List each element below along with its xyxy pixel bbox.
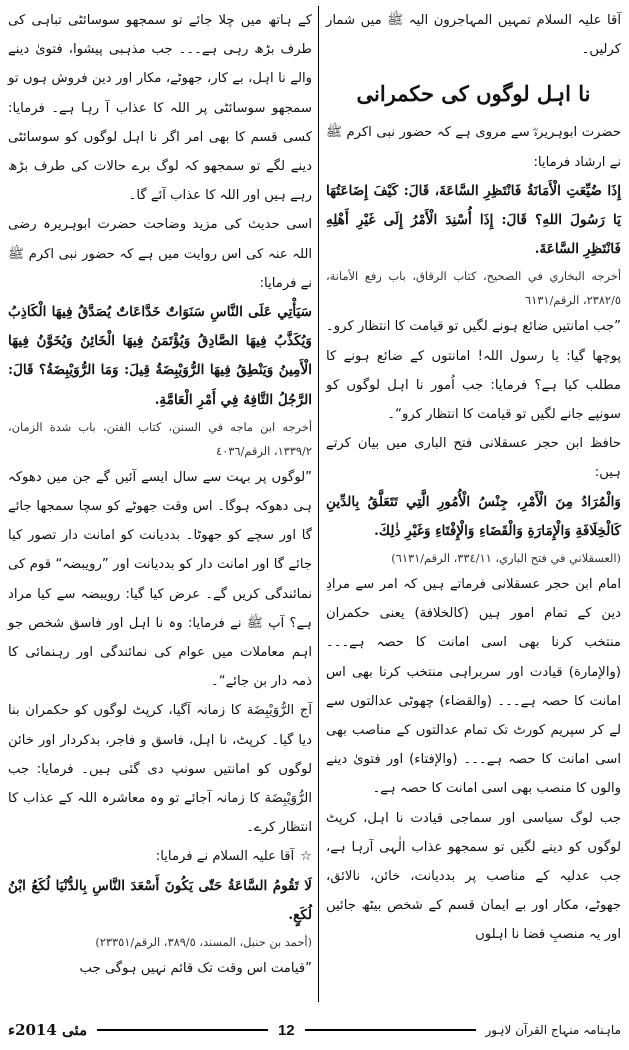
paragraph: کے ہاتھ میں چلا جائے تو سمجھو سوسائٹی تباہی کی طرف بڑھ رہی ہے۔۔۔ جب مذہبی پیشوا، فتویٰ دینے والے نا اہل، بے کار، جھوٹے، مکار اور دین فروش ہوں تو سمجھو سوسائٹی پر اللہ کا عذاب آ رہا ہے۔ فرمایا: کسی قسم کا بھی امر اگر نا اہل لوگوں کو سوسائٹی دینے لگے تو سمجھو کہ لوگ برے حالات کی طرف بڑھ رہے ہیں اور اللہ کا عذاب آئے گا۔ xyxy=(8,13,312,204)
paragraph: ”لوگوں پر بہت سے سال ایسے آئیں گے جن میں دھوکہ ہی دھوکہ ہوگا۔ اس وقت جھوٹے کو سچا سمجھا جائے گا اور سچے کو جھوٹا۔ بددیانت کو امانت دار تصور کیا جائے گا اور امانت دار کو بددیانت اور ”رویبضہ“ قوم کی نمائندگی کریں گے۔ عرض کیا گیا: رویبضہ سے کیا مراد ہے؟ آپ ﷺ نے فرمایا: وہ نا اہل اور فاسق شخص جو اہم معاملات میں عوام کی نمائندگی اور رہنمائی کا ذمہ دار بن جائے“۔ xyxy=(8,469,312,690)
paragraph: جب لوگ سیاسی اور سماجی قیادت نا اہل، کرپٹ لوگوں کو دینے لگیں تو سمجھو عذاب الٰہی آرہا ہے، جب عدلیہ کے مناصب پر بددیانت، خائن، نالائق، جھوٹے، مکار اور بے ایمان قسم کے شخص بیٹھ جائیں اور یہ منصبِ قضا نا اہلوں xyxy=(326,810,621,943)
reference: أخرجه البخاري في الصحيح، كتاب الرقاق، باب رفع الأمانة، ٢٣٨٢/٥، الرقم/٦١٣١ xyxy=(326,269,621,308)
paragraph: حضرت ابوہریرہؓ سے مروی ہے کہ حضور نبی اکرم ﷺ نے ارشاد فرمایا: xyxy=(326,125,621,170)
left-column xyxy=(8,6,312,1002)
issue-date: مئی 2014ء xyxy=(8,1021,88,1039)
right-column xyxy=(326,6,621,1002)
arabic-hadith: سَيَأْتِي عَلَى النَّاسِ سَنَوَاتٌ خَدَّاعَاتٌ يُصَدَّقُ فِيهَا الْكَاذِبُ وَيُكَذَّبُ فِيهَا الصَّادِقُ وَيُؤْتَمَنُ فِيهَا الْخَائِنُ وَيُخَوَّنُ فِيهَا الْأَمِينُ وَيَنْطِقُ فِيهَا الرُّوَيْبِضَةُ قِيلَ: وَمَا الرُّوَيْبِضَةُ؟ قَالَ: الرَّجُلُ التَّافِهُ فِي أَمْرِ الْعَامَّةِ. xyxy=(8,304,312,408)
paragraph: آج الرُّوَيْبِضَة کا زمانہ آگیا، کرپٹ لوگوں کو حکمران بنا دیا گیا۔ کرپٹ، نا اہل، فاسق و فاجر، بدکردار اور خائن لوگوں کو امانتیں سونپ دی گئی ہیں۔ فرمایا: جب الرُّوَيْبِضَة کا زمانہ آجائے تو وہ معاشرہ اللہ کے عذاب کا انتظار کرے۔ xyxy=(8,703,312,836)
footer-rule xyxy=(305,1029,476,1031)
reference: أخرجه ابن ماجه في السنن، كتاب الفتن، باب شدة الزمان، ١٣٣٩/٢، الرقم/٤٠٣٦ xyxy=(8,419,312,458)
column-divider xyxy=(318,6,319,1002)
section-heading: نا اہل لوگوں کی حکمرانی xyxy=(356,81,591,107)
footer-rule xyxy=(97,1029,268,1031)
paragraph: ”جب امانتیں ضائع ہونے لگیں تو قیامت کا انتظار کرو۔ پوچھا گیا: یا رسول اللہ! امانتوں کے ضائع ہونے کا مطلب کیا ہے؟ فرمایا: جب اُمور نا اہل لوگوں کو سونپے جانے لگیں تو قیامت کا انتظار کرو“۔ xyxy=(326,319,621,423)
intro-line: آقا علیہ السلام تمہیں المہاجرون الیہ ﷺ میں شمار کرلیں۔ xyxy=(326,13,621,58)
arabic-hadith: لَا تَقُومُ السَّاعَةُ حَتّٰى يَكُونَ أَسْعَدَ النَّاسِ بِالدُّنْيَا لُكَعُ ابْنُ لُكَعٍ. xyxy=(8,877,312,923)
arabic-hadith: إِذَا ضُيِّعَتِ الْأَمَانَةُ فَانْتَظِرِ السَّاعَةَ، قَالَ: كَيْفَ إِضَاعَتُهَا يَا رَسُولَ اللهِ؟ قَالَ: إِذَا أُسْنِدَ الْأَمْرُ إِلَى غَيْرِ أَهْلِهِ فَانْتَظِرِ السَّاعَةَ. xyxy=(326,182,621,258)
magazine-name: ماہنامہ منہاج القرآن لاہور xyxy=(485,1023,621,1037)
paragraph: اسی حدیث کی مزید وضاحت حضرت ابوہریرہ رضی اللہ عنہ کی اس روایت میں ہے کہ حضور نبی اکرم ﷺ نے فرمایا: xyxy=(8,217,312,291)
paragraph: حافظ ابن حجر عسقلانی فتح الباری میں بیان کرتے ہیں: xyxy=(326,436,621,481)
paragraph xyxy=(8,842,312,871)
star-icon: ☆ xyxy=(300,849,312,865)
reference: (أحمد بن حنبل، المسند، ٣٨٩/٥، الرقم/٢٣٣٥١) xyxy=(95,935,312,950)
paragraph: ”قیامت اس وقت تک قائم نہیں ہوگی جب xyxy=(79,961,312,977)
reference: (العسقلاني في فتح الباري، ٣٣٤/١١، الرقم/٦١٣١) xyxy=(391,551,621,566)
arabic-quote: وَالْمُرَادُ مِنَ الْأَمْرِ، جِنْسُ الْأُمُورِ الَّتِي تَتَعَلَّقُ بِالدِّينِ كَالْخِلَافَةِ وَالْإِمَارَةِ وَالْقَضَاءِ وَالْإِفْتَاءِ وَغَيْرِ ذٰلِكَ. xyxy=(326,493,621,539)
paragraph-text: آقا علیہ السلام نے فرمایا: xyxy=(155,849,295,865)
page-number: 12 xyxy=(277,1021,295,1039)
paragraph: امام ابن حجر عسقلانی فرماتے ہیں کہ امر سے مرادِ دین کے تمام امور ہیں (کالخلافة) یعنی حکمران منتخب کرنا بھی اسی امانت کا حصہ ہے۔۔۔ (والإمارة) قیادت اور سربراہی منتخب کرنا بھی اس امانت کا حصہ ہے۔۔۔ (والقضاء) چھوٹی عدالتوں سے لے کر سپریم کورٹ تک تمام عدالتوں کے مناصب بھی اسی امانت کا حصہ ہے۔۔۔ (والإفتاء) اور فتویٰ دینے والوں کا منصب بھی اسی امانت کا حصہ ہے۔ xyxy=(326,577,621,797)
magazine-page xyxy=(8,6,621,1006)
page-footer xyxy=(8,1018,621,1042)
